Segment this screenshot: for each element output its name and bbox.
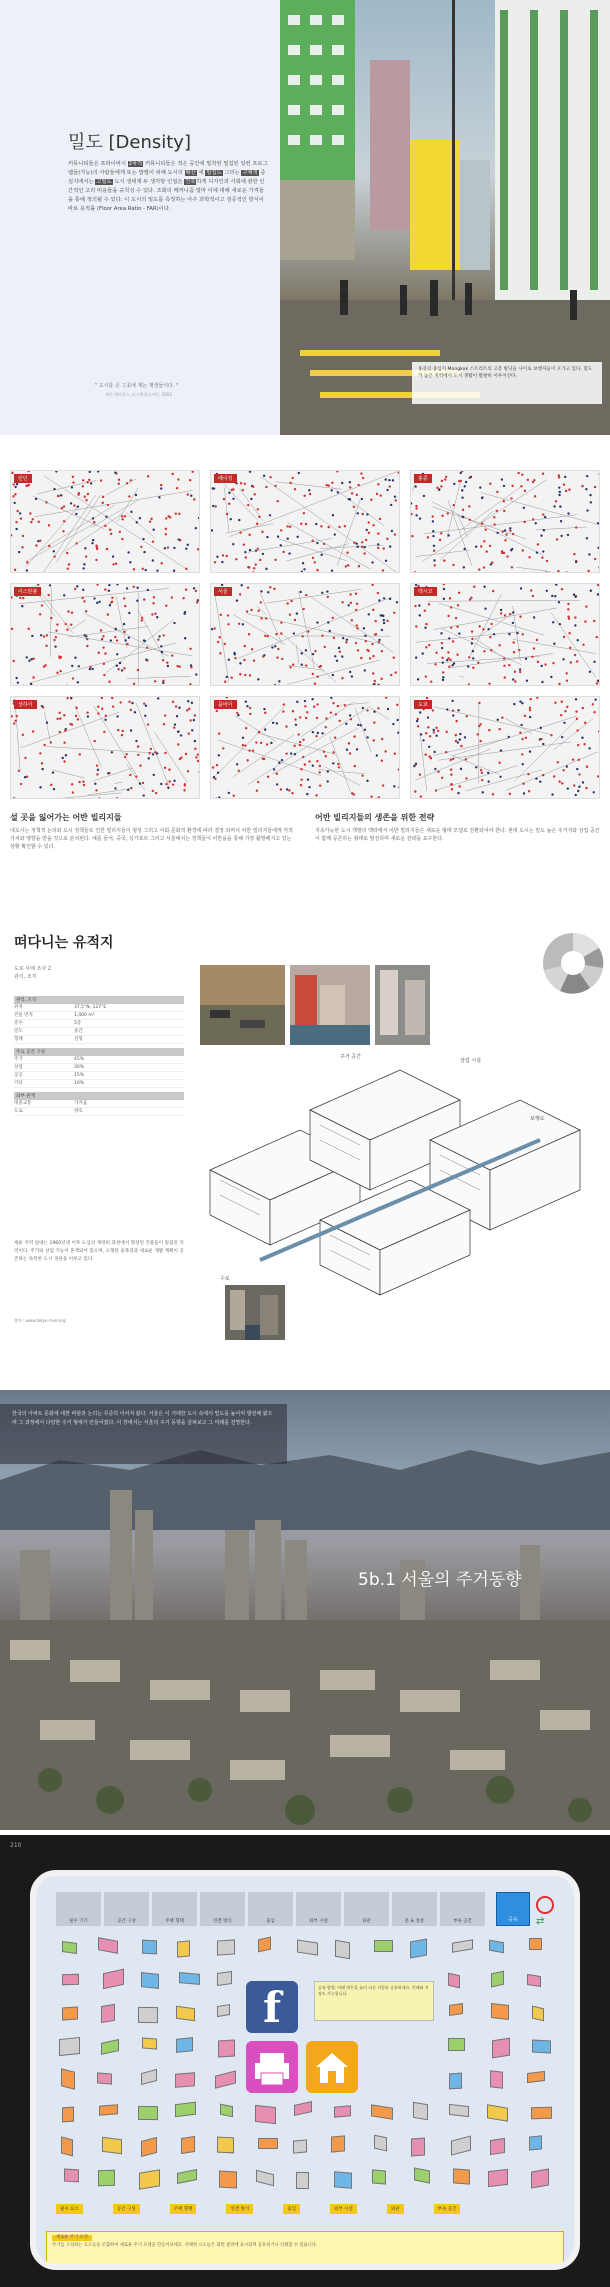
- map-city-label: 뭄바이: [214, 700, 237, 709]
- component-icon[interactable]: [532, 2005, 544, 2021]
- left-heading: 설 곳을 잃어가는 어반 빌리지들: [10, 813, 122, 822]
- map-city-label: 서울: [214, 587, 232, 596]
- density-quote: " 도시를 큰 그곳에 계는 재생들이다. ": [95, 383, 179, 389]
- component-icon[interactable]: [141, 1972, 159, 1989]
- component-icon[interactable]: [102, 2137, 122, 2154]
- component-icon[interactable]: [294, 2101, 312, 2116]
- component-icon[interactable]: [62, 2106, 74, 2122]
- component-icon[interactable]: [217, 2004, 230, 2017]
- component-icon[interactable]: [372, 2169, 386, 2185]
- component-icon[interactable]: [61, 2136, 73, 2157]
- toolbar-tab[interactable]: 필수 기기: [56, 1892, 101, 1926]
- row-key: 형태: [14, 1037, 23, 1042]
- toolbar-tab[interactable]: 연결 방식: [200, 1892, 245, 1926]
- component-icon[interactable]: [451, 2136, 471, 2156]
- label-canal: 수로: [220, 1276, 230, 1282]
- highlight-word: 2차적: [128, 161, 143, 167]
- label-residential: 주거 공간: [340, 1054, 361, 1060]
- row-value: 45%: [74, 1057, 85, 1062]
- component-icon[interactable]: [449, 2003, 463, 2016]
- component-icon[interactable]: [532, 2040, 551, 2054]
- component-icon[interactable]: [138, 2106, 158, 2120]
- component-icon[interactable]: [256, 2170, 274, 2187]
- seoul-housing-spread: [0, 1390, 610, 1830]
- bottom-category-tab[interactable]: 출입: [283, 2204, 300, 2214]
- component-icon[interactable]: [453, 2169, 470, 2186]
- component-icon[interactable]: [217, 2137, 234, 2153]
- row-key: 상업: [14, 1065, 23, 1070]
- table-row: [14, 1036, 184, 1044]
- highlight-word: 고밀도: [96, 179, 112, 185]
- component-icon[interactable]: [141, 2069, 157, 2085]
- toolbar-tab[interactable]: 외부 시설: [296, 1892, 341, 1926]
- bottom-category-tab[interactable]: 연결 방식: [226, 2204, 253, 2214]
- component-icon[interactable]: [527, 2071, 545, 2083]
- component-icon[interactable]: [218, 2039, 235, 2057]
- highlight-word: 확산: [185, 170, 196, 176]
- info-table: [14, 992, 184, 1116]
- component-icon[interactable]: [448, 1973, 460, 1989]
- map-dots: [11, 584, 200, 686]
- table-header: 외부 관계: [14, 1092, 184, 1100]
- component-icon[interactable]: [139, 2169, 160, 2190]
- table-row: [14, 1020, 184, 1028]
- component-icon[interactable]: [62, 1941, 77, 1954]
- right-heading: 어반 빌리지들의 생존을 위한 전략: [315, 813, 435, 822]
- table-header: 주요 공간 구성: [14, 1048, 184, 1056]
- table-row: [14, 1072, 184, 1080]
- component-icon[interactable]: [529, 2136, 542, 2151]
- component-icon[interactable]: [374, 2135, 387, 2151]
- component-icon[interactable]: [98, 1937, 118, 1953]
- component-icon[interactable]: [176, 2038, 193, 2054]
- highlight-word: 건축: [185, 179, 196, 185]
- tablet-app: [30, 1870, 580, 2270]
- component-icon[interactable]: [293, 2139, 307, 2153]
- toolbar-tab[interactable]: 주택 형태: [152, 1892, 197, 1926]
- right-text: 지속가능한 도시 개발의 맥락에서 어반 빌리지들은 새로운 형태 모델로 전환되어야 한다. 현대 도시는 밀도 높은 주거지와 상업 공간이 함께 공존하는 형태로 발전하며 새로운 전략을 요구한다.: [315, 828, 600, 842]
- component-icon[interactable]: [142, 2037, 157, 2049]
- component-icon[interactable]: [452, 1939, 473, 1953]
- highlight-word: 밀집도: [206, 170, 222, 176]
- component-icon[interactable]: [61, 2068, 75, 2089]
- component-icon[interactable]: [258, 2138, 278, 2149]
- city-map: [10, 470, 200, 573]
- street-photo-small: [225, 1285, 285, 1340]
- component-icon[interactable]: [371, 2105, 393, 2120]
- component-icon[interactable]: [138, 2007, 158, 2023]
- map-city-label: 이스탄불: [14, 587, 41, 596]
- table-row: [14, 1100, 184, 1108]
- shuffle-icon[interactable]: ⇄: [536, 1916, 545, 1927]
- component-icon[interactable]: [414, 2168, 430, 2185]
- table-header: 관리, 조직: [14, 996, 184, 1004]
- row-value: 5층: [74, 1021, 82, 1026]
- share-tip: 공유 방법: 아래 버튼을 눌러 다른 사람과 공유하세요. 인쇄와 저장도 가능합니다.: [314, 1981, 434, 2021]
- density-body: [68, 160, 268, 214]
- close-icon[interactable]: [536, 1896, 554, 1914]
- row-value: 37.5°N, 127°E: [74, 1005, 107, 1010]
- pie-diagram: [540, 930, 606, 996]
- bottom-category-tab[interactable]: 부속 공간: [434, 2204, 461, 2214]
- component-icon[interactable]: [258, 1937, 271, 1953]
- component-icon[interactable]: [99, 2104, 118, 2116]
- printer-icon: [246, 2041, 298, 2093]
- component-icon[interactable]: [97, 2072, 112, 2085]
- component-icon[interactable]: [103, 1969, 124, 1990]
- table-row: [14, 1012, 184, 1020]
- component-icon[interactable]: [59, 2037, 80, 2056]
- component-icon[interactable]: [177, 1941, 190, 1959]
- map-city-label: 베이징: [214, 474, 237, 483]
- city-map: [410, 583, 600, 686]
- component-icon[interactable]: [141, 2137, 157, 2157]
- toolbar-tab[interactable]: 출입: [248, 1892, 293, 1926]
- table-row: [14, 1028, 184, 1036]
- component-icon[interactable]: [448, 2038, 465, 2051]
- component-icon[interactable]: [220, 2104, 233, 2118]
- bottom-category-tab[interactable]: 필수 요소: [56, 2204, 83, 2214]
- component-icon[interactable]: [331, 2135, 345, 2152]
- component-icon[interactable]: [490, 2138, 505, 2156]
- floating-title: 떠다니는 유적지: [14, 935, 114, 951]
- page-number: 210: [10, 1842, 22, 1849]
- map-dots: [211, 697, 400, 799]
- label-walkway: 보행로: [530, 1116, 545, 1122]
- component-icon[interactable]: [488, 2169, 508, 2187]
- bottom-categories: [56, 2204, 460, 2214]
- bottom-category-tab[interactable]: 주택 형태: [170, 2204, 197, 2214]
- component-icon[interactable]: [217, 1940, 235, 1956]
- table-row: [14, 1064, 184, 1072]
- component-icon[interactable]: [531, 2168, 549, 2189]
- component-icon[interactable]: [217, 1971, 232, 1986]
- row-value: 1,400 m²: [74, 1013, 95, 1018]
- component-icon[interactable]: [64, 2169, 79, 2183]
- canal-photos: [200, 965, 430, 1045]
- component-icon[interactable]: [491, 2003, 509, 2020]
- app-spread: [0, 1835, 610, 2287]
- floating-sub2: 관리, 조직: [14, 974, 37, 980]
- table-row: [14, 1004, 184, 1012]
- table-row: [14, 1108, 184, 1116]
- component-icon[interactable]: [334, 2172, 352, 2190]
- component-icon[interactable]: [487, 2104, 508, 2121]
- component-icon[interactable]: [62, 2007, 78, 2021]
- map-dots: [411, 471, 600, 573]
- row-key: 건물 면적: [14, 1013, 33, 1018]
- component-icon[interactable]: [489, 1940, 504, 1953]
- component-icon[interactable]: [529, 1938, 542, 1951]
- row-value: 양호: [74, 1109, 83, 1114]
- toolbar-tab[interactable]: 문 & 창문: [392, 1892, 437, 1926]
- map-city-label: 런던: [14, 474, 32, 483]
- city-map: [410, 696, 600, 799]
- map-dots: [11, 697, 200, 799]
- component-icon[interactable]: [449, 2072, 462, 2089]
- category-toolbar: [56, 1892, 485, 1926]
- component-icon[interactable]: [492, 2038, 510, 2058]
- seoul-title: 5b.1 서울의 주거동향: [358, 1570, 522, 1590]
- city-map: [210, 696, 400, 799]
- row-key: 밀도: [14, 1029, 23, 1034]
- component-icon[interactable]: [334, 2105, 351, 2118]
- floating-sub1: 도로 사례 조사 2: [14, 966, 51, 972]
- map-dots: [211, 471, 400, 573]
- map-city-label: 홍콩: [414, 474, 432, 483]
- body-text: 그리는: [222, 170, 242, 176]
- component-icon[interactable]: [527, 1974, 541, 1987]
- density-quote-source: 제인 제이콥스, 도시환경디자인, 2003: [105, 392, 172, 397]
- density-spread: [0, 0, 610, 435]
- row-value: 10%: [74, 1081, 85, 1086]
- row-key: 위치: [14, 1005, 23, 1010]
- toolbar-tab[interactable]: 부속 공간: [440, 1892, 485, 1926]
- component-icon[interactable]: [176, 2006, 195, 2021]
- row-key: 층수: [14, 1021, 23, 1026]
- share-label: 공유: [508, 1917, 518, 1923]
- component-icon[interactable]: [255, 2105, 276, 2125]
- map-city-label: 멕시코: [414, 587, 437, 596]
- city-map: [210, 583, 400, 686]
- footer-panel: [46, 2231, 564, 2270]
- urban-village-maps: [0, 455, 610, 900]
- component-icon[interactable]: [411, 2138, 425, 2157]
- component-icon[interactable]: [215, 2070, 236, 2088]
- map-city-label: 도쿄: [414, 700, 432, 709]
- floating-paragraph: 세운 지역 일대는 1960년대 이후 도심의 재정비 과정에서 형성된 건물들이 밀집된 지역이다. 주거와 상업 기능이 혼재되어 있으며, 오래된 골목길과 새로운 개발 계획이 공존하는 독특한 도시 경관을 이루고 있다.: [14, 1241, 184, 1262]
- facebook-share-button[interactable]: f: [246, 1981, 298, 2033]
- row-value: 중간: [74, 1029, 83, 1034]
- component-icon[interactable]: [449, 2104, 469, 2117]
- bottom-category-tab[interactable]: 외부 시설: [330, 2204, 357, 2214]
- photo-caption: 홍콩의 중심지 Mongkok 스트리트의 고층 빌딩들 사이로 보행자들이 오가고 있다. 밀도가 높은 지역에서 도시 생활이 활발히 이루어진다.: [412, 362, 602, 404]
- map-dots: [411, 697, 600, 799]
- component-icon[interactable]: [297, 1939, 318, 1955]
- component-icon[interactable]: [374, 1940, 393, 1952]
- toolbar-tab[interactable]: 외관: [344, 1892, 389, 1926]
- map-dots: [411, 584, 600, 686]
- bottom-category-tab[interactable]: 공간 구성: [113, 2204, 140, 2214]
- floating-sub: [14, 965, 51, 981]
- row-key: 대중교통: [14, 1101, 32, 1106]
- body-text: 커뮤니티들은 적은 공간에 밀착된 밀집된 일련 프로그램들(가능)의 사람들에게 또는 밥벌이 위해 도시의: [68, 161, 268, 176]
- label-commercial: 상업 시설: [460, 1058, 481, 1064]
- table-row: [14, 1080, 184, 1088]
- component-icon[interactable]: [62, 1974, 79, 1985]
- density-text-page: [0, 0, 280, 435]
- city-map: [10, 696, 200, 799]
- component-icon[interactable]: [98, 2169, 115, 2186]
- body-text: 중심지에서는: [68, 170, 266, 185]
- component-icon[interactable]: [335, 1939, 350, 1959]
- home-button[interactable]: [306, 2041, 358, 2093]
- component-icon[interactable]: [296, 2172, 309, 2189]
- component-icon[interactable]: [101, 2004, 115, 2023]
- print-button[interactable]: [246, 2041, 298, 2093]
- component-icon[interactable]: [413, 2102, 428, 2121]
- component-icon[interactable]: [531, 2107, 552, 2120]
- component-icon[interactable]: [142, 1940, 157, 1954]
- row-key: 공공: [14, 1073, 23, 1078]
- map-city-label: 상하이: [14, 700, 37, 709]
- home-icon: [306, 2041, 358, 2093]
- map-dots: [211, 584, 400, 686]
- share-button[interactable]: [496, 1892, 530, 1926]
- city-map: [410, 470, 600, 573]
- footer-title: 새로운 주거 모델: [52, 2235, 92, 2241]
- density-title: 밀도 [Density]: [68, 132, 191, 153]
- row-key: 도로: [14, 1109, 23, 1114]
- floating-remains-page: [0, 910, 610, 1340]
- row-key: 기타: [14, 1081, 23, 1086]
- component-icon[interactable]: [175, 2102, 196, 2118]
- left-text: 대도시는 정책적 논의와 도시 정책들로 인한 빌리지들이 형성 그리고 사회 문화적 환경에 따라 결정 되며서 어반 빌리지들에게 각적 가치와 영향을 받을 것으로 분석된다. 예를 들어, 중국, 싱가포르 그리고 서울에서는 정책들이 어반을을 통해 가장 활발해지고 있는 상황 확인할 수 있다.: [10, 828, 294, 850]
- row-key: 주거: [14, 1057, 23, 1062]
- bottom-category-tab[interactable]: 외관: [387, 2204, 404, 2214]
- body-text: 하게 디자인과 사회에 관한 인간적인 고리 비용들을 규칙성 수 있다. 조화의 메커니즘 얼마 이에 대해 새로운 가격들을 통해 정의될 수 있다. 이 도시의 밀도를 측정하는 아주 과학적이고 검증적인 방식이 바로 용적률 (Floor Area Ratio - FAR)이다.: [68, 179, 265, 212]
- component-icon[interactable]: [490, 2070, 503, 2088]
- row-value: 30%: [74, 1065, 85, 1070]
- row-value: 선형: [74, 1037, 83, 1042]
- component-icon[interactable]: [219, 2171, 237, 2189]
- body-text: 커뮤니티들은 프라이버시: [68, 161, 128, 167]
- body-text: 도시 생태계 두 생각방 인접은: [112, 179, 185, 185]
- city-map: [210, 470, 400, 573]
- component-icon[interactable]: [181, 2136, 195, 2154]
- toolbar-tab[interactable]: 공간 구성: [104, 1892, 149, 1926]
- axonometric-drawing: [200, 1050, 600, 1300]
- component-icon[interactable]: [179, 1972, 200, 1984]
- table-row: [14, 1056, 184, 1064]
- city-map: [10, 583, 200, 686]
- component-icon[interactable]: [101, 2039, 119, 2055]
- component-icon[interactable]: [175, 2072, 195, 2088]
- seoul-intro-text: 한국의 아파트 문화에 대한 비판과 논의는 꾸준히 이어져 왔다. 서울은 이 거대한 도시 속에서 밀도를 높이며 발전해 왔으며 그 과정에서 다양한 주거 형태가 만들어졌다. 이 장에서는 서울의 주거 동향을 살펴보고 그 미래를 전망한다.: [0, 1404, 287, 1464]
- row-value: 가까움: [74, 1101, 88, 1106]
- component-icon[interactable]: [410, 1938, 427, 1958]
- component-icon[interactable]: [491, 1971, 504, 1988]
- floating-source: 출처 : www.tokyo-river.org: [14, 1318, 66, 1323]
- highlight-word: 구체적: [242, 170, 258, 176]
- row-value: 15%: [74, 1073, 85, 1078]
- body-text: 에: [196, 170, 206, 176]
- component-icon[interactable]: [177, 2169, 197, 2184]
- map-dots: [11, 471, 200, 573]
- footer-text: 주거를 구성하는 요소들을 조합하여 새로운 주거 모델을 만들어보세요. 선택한 요소들은 화면 중앙에 표시되며 공유하거나 인쇄할 수 있습니다.: [52, 2243, 318, 2248]
